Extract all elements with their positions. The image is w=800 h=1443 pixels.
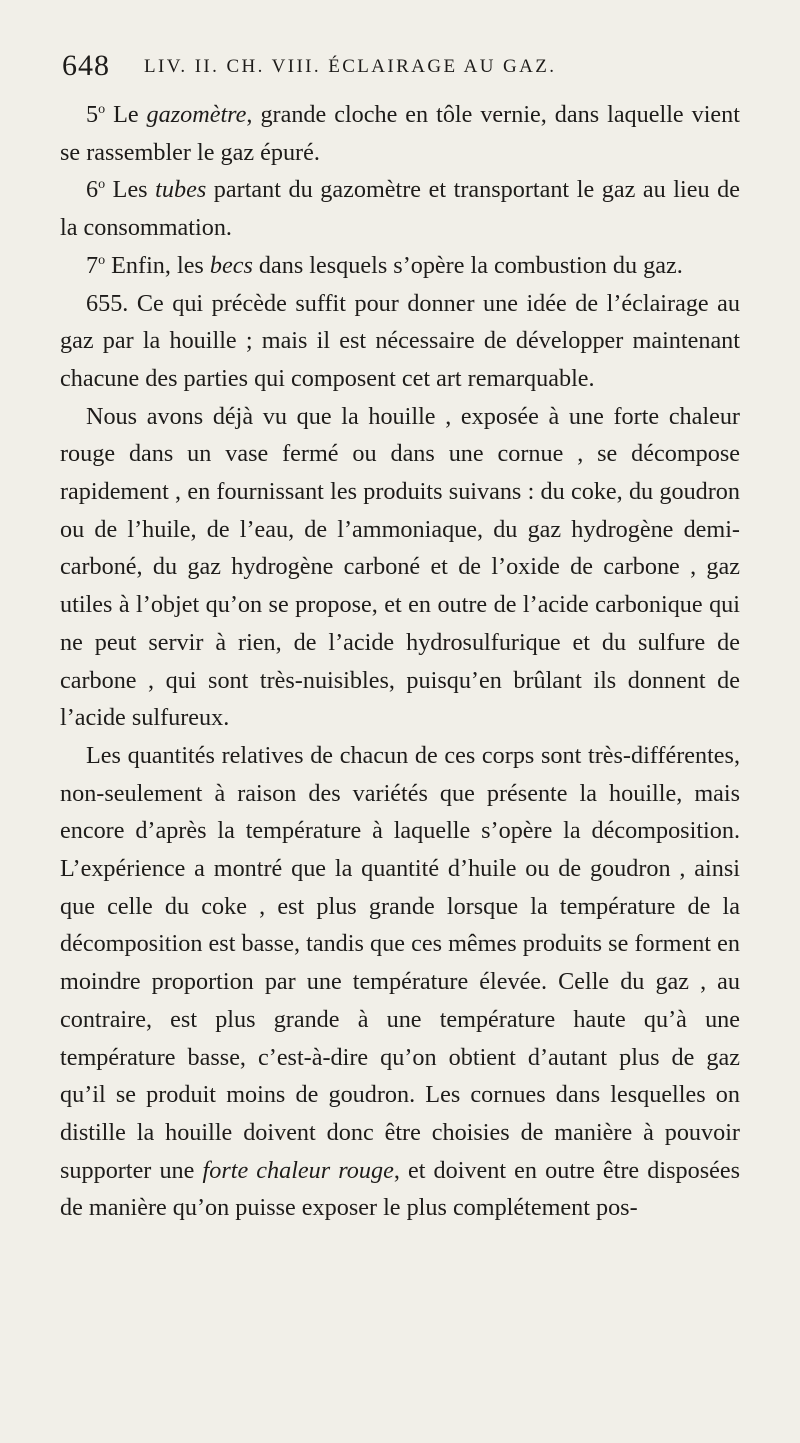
term-tubes: tubes: [155, 176, 207, 204]
item-number: 6: [86, 176, 99, 204]
item-number: 5: [86, 101, 99, 128]
item-text: Les: [105, 176, 156, 204]
degree-mark: o: [98, 177, 106, 193]
term-forte-chaleur-rouge: forte chaleur rouge: [202, 1156, 394, 1184]
degree-mark: o: [98, 252, 106, 268]
degree-mark: o: [98, 101, 106, 117]
list-item-gazometre: [60, 96, 740, 171]
list-item-becs: [60, 247, 740, 285]
term-gazometre: gazomètre: [146, 101, 247, 128]
paragraph-655: 655. Ce qui précède suffit pour donner une idée de l’éclairage au gaz par la houille ; mais il est nécessaire de développer maintenant chacune des parties qui composent cet art remarquable.: [60, 289, 740, 392]
paragraph-nous-avons: Nous avons déjà vu que la houille , exposée à une forte chaleur rouge dans un vase fermé ou dans une cornue , se décompose rapidement , en fournissant les produits suivans : du coke, du goudron ou de l’huile, de l’eau, de l’ammoniaque, du gaz hydrogène demi-carboné, du gaz hydrogène carboné et de l’oxide de carbone , gaz utiles à l’objet qu’on se propose, et en outre de l’acide carbonique qui ne peut servir à rien, de l’acide hydrosulfurique et du sulfure de carbone , qui sont très-nuisibles, puisqu’en brûlant ils donnent de l’acide sulfureux.: [60, 402, 740, 732]
paragraph-text: Les quantités relatives de chacun de ces corps sont très-différentes, non-seulement à raison des variétés que présente la houille, mais encore d’après la température à laquelle s’opère la décomposition. L’expérience a montré que la quantité d’huile ou de goudron , ainsi que celle du coke , est plus grande lorsque la température de la décomposition est basse, tandis que ces mêmes produits se forment en moindre proportion par une température élevée. Celle du gaz , au contraire, est plus grande à une température haute qu’à une température basse, c’est-à-dire qu’on obtient d’autant plus de gaz qu’il se produit moins de goudron. Les cornues dans lesquelles on distille la houille doivent donc être choisies de manière à pouvoir supporter une: [60, 741, 740, 1184]
paragraph-text: , et doivent en outre être disposées de manière qu’on puisse exposer le plus complétement pos-: [60, 1156, 740, 1222]
item-text: Le: [105, 101, 147, 128]
list-item-tubes: [60, 171, 740, 246]
item-text: Enfin, les: [105, 251, 210, 279]
item-text: dans lesquels s’opère la combustion du gaz.: [252, 251, 683, 279]
page-number: 648: [62, 49, 110, 82]
running-head: [62, 46, 732, 86]
item-text: , grande cloche en tôle vernie, dans laquelle vient se rassembler le gaz épuré.: [60, 101, 740, 166]
term-becs: becs: [209, 251, 253, 279]
body-text: [60, 96, 740, 1227]
item-text: partant du gazomètre et transportant le gaz au lieu de la consommation.: [60, 176, 740, 242]
chapter-header: LIV. II. CH. VIII. ÉCLAIRAGE AU GAZ.: [144, 56, 557, 77]
paragraph-les-quantites: [60, 737, 740, 1227]
item-number: 7: [86, 251, 99, 279]
